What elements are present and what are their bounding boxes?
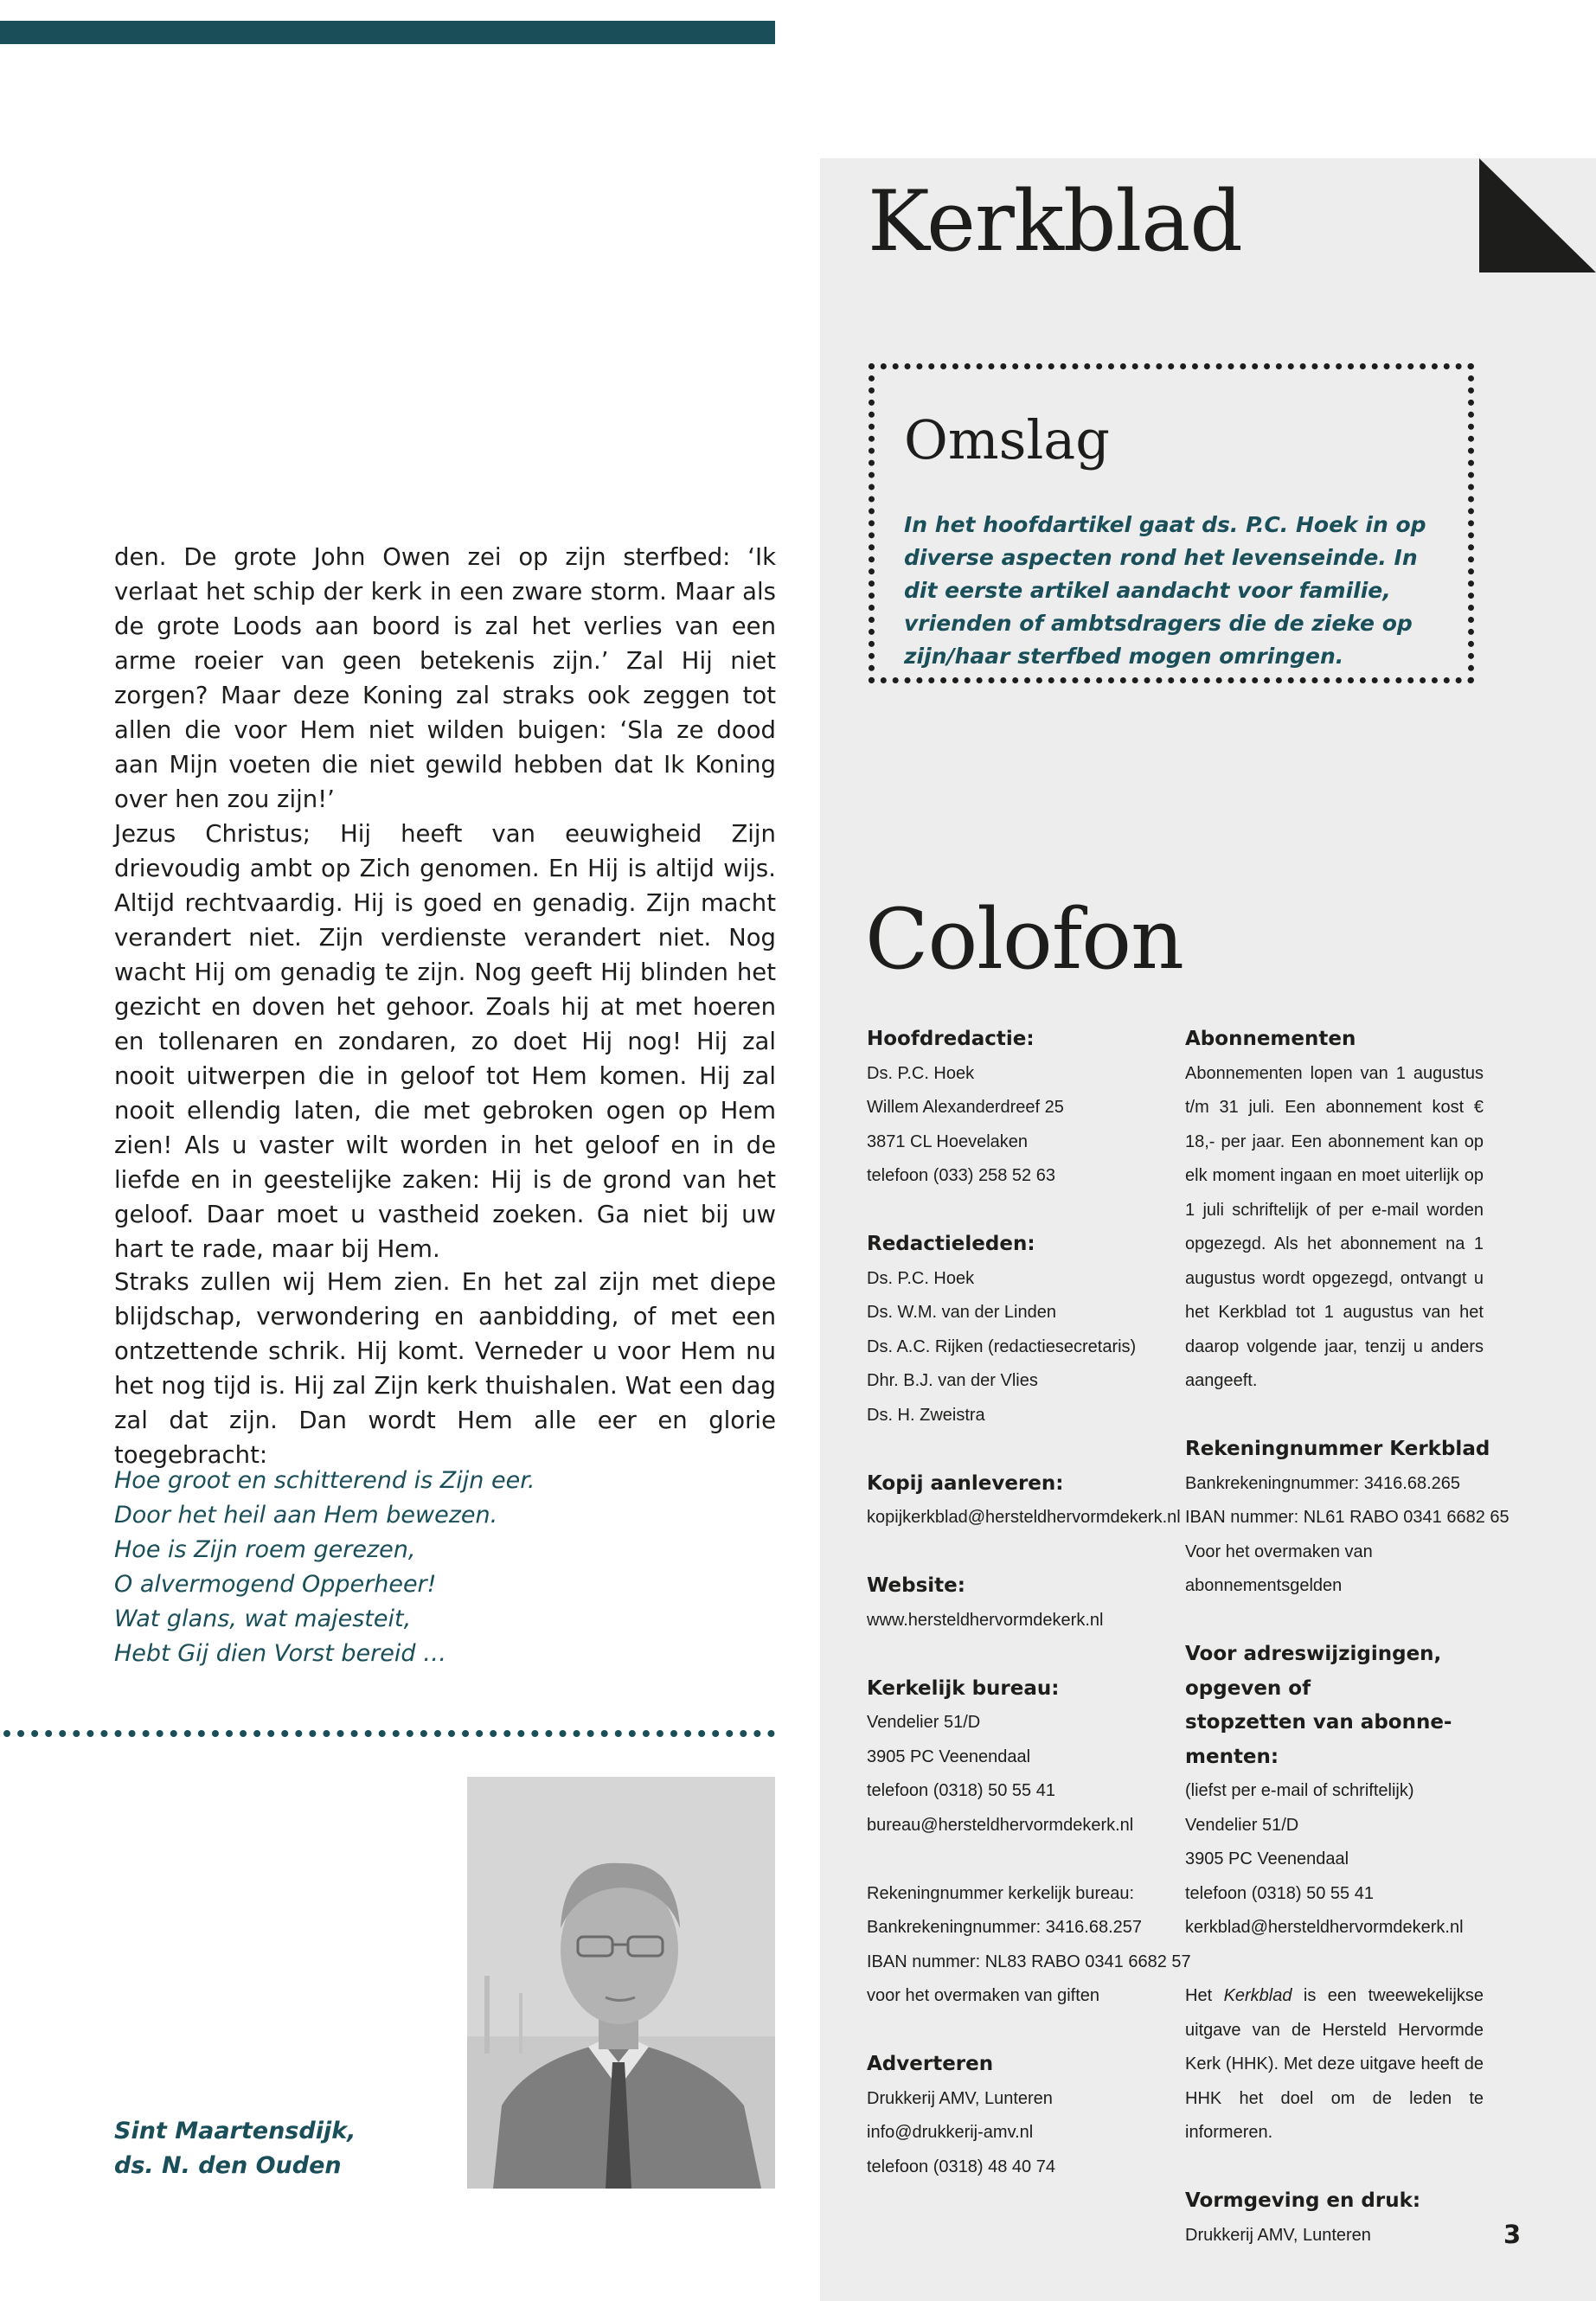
section-heading: Vormgeving en druk: <box>1185 2189 1421 2212</box>
section-heading: Hoofdredactie: <box>867 1028 1035 1050</box>
photo-caption <box>114 2114 356 2183</box>
section-heading: menten: <box>1185 1745 1279 1768</box>
section-heading: stopzetten van abonne- <box>1185 1711 1452 1734</box>
info-line: Dhr. B.J. van der Vlies <box>867 1371 1038 1390</box>
poem <box>114 1464 535 1671</box>
info-line: Bankrekeningnummer: 3416.68.265 <box>1185 1473 1460 1493</box>
dotted-divider <box>3 1730 775 1737</box>
article-paragraph-3: Straks zullen wij Hem zien. En het zal zijn met diepe blijdschap, verwondering en aanbidding, of met een ontzettende schrik. Hij komt. Verneder u voor Hem nu het nog tijd is. Hij zal Zijn kerk thuishalen. Wat een dag zal dat zijn. Dan wordt Hem alle eer en glorie toegebracht: <box>114 1268 776 1469</box>
caption-line: Sint Maartensdijk, <box>114 2118 356 2144</box>
info-line: (liefst per e-mail of schriftelijk) <box>1185 1781 1414 1800</box>
poem-line: O alvermogend Opperheer! <box>114 1571 437 1598</box>
poem-line: Wat glans, wat majesteit, <box>114 1606 412 1632</box>
section-heading: Website: <box>867 1574 965 1597</box>
section-redactieleden <box>867 1227 1178 1433</box>
info-line: 3905 PC Veenendaal <box>867 1747 1031 1766</box>
info-line: 3905 PC Veenendaal <box>1185 1849 1349 1868</box>
section-bureau-rekening <box>867 1877 1191 2014</box>
section-heading: Voor adreswijzigingen, <box>1185 1643 1442 1665</box>
author-photo <box>467 1777 775 2189</box>
section-adverteren <box>867 2048 1178 2184</box>
kopij-email[interactable]: kopijkerkblad@hersteldhervormdekerk.nl <box>867 1508 1181 1527</box>
info-line: Drukkerij AMV, Lunteren <box>1185 2225 1371 2245</box>
section-heading: Adverteren <box>867 2053 994 2075</box>
info-line: Ds. W.M. van der Linden <box>867 1303 1056 1322</box>
section-heading: Kopij aanleveren: <box>867 1471 1064 1495</box>
caption-line: ds. N. den Ouden <box>114 2152 342 2179</box>
section-hoofdredactie <box>867 1022 1178 1194</box>
info-line: Bankrekeningnummer: 3416.68.257 <box>867 1918 1142 1937</box>
section-vormgeving <box>1185 2184 1484 2253</box>
info-line: Willem Alexanderdreef 25 <box>867 1098 1064 1117</box>
info-line: Ds. H. Zweistra <box>867 1405 985 1425</box>
bureau-email[interactable]: bureau@hersteldhervormdekerk.nl <box>867 1815 1134 1835</box>
info-line: Ds. P.C. Hoek <box>867 1063 975 1083</box>
info-line: telefoon (033) 258 52 63 <box>867 1166 1055 1185</box>
abonnementen-text: Abonnementen lopen van 1 augustus t/m 31 juli. Een abonnement kost € 18,- per jaar. Een abonnement kan op elk moment ingaan en moet uiterlijk op 1 juli schriftelijk of per e-mail worden opgezegd. Als het abonnement na 1 augustus wordt opgezegd, ontvangt u het Kerkblad tot 1 augustus van het daarop volgende jaar, tenzij u anders aangeeft. <box>1185 1063 1484 1390</box>
poem-line: Hoe is Zijn roem gerezen, <box>114 1536 416 1563</box>
omslag-title: Omslag <box>904 408 1110 471</box>
poem-line: Hebt Gij dien Vorst bereid … <box>114 1640 447 1667</box>
info-line: 3871 CL Hoevelaken <box>867 1131 1029 1151</box>
uitgave-title: Kerkblad <box>1223 1986 1292 2005</box>
poem-line: Hoe groot en schitterend is Zijn eer. <box>114 1467 535 1494</box>
section-heading: opgeven of <box>1185 1676 1311 1700</box>
section-rekening-kerkblad <box>1185 1433 1509 1604</box>
colofon-right-column <box>1185 1022 1509 2287</box>
corner-triangle <box>1479 158 1596 272</box>
section-kopij <box>867 1467 1181 1535</box>
info-line: telefoon (0318) 50 55 41 <box>867 1781 1055 1800</box>
section-uitgave <box>1185 1979 1484 2150</box>
info-line: abonnementsgelden <box>1185 1576 1343 1595</box>
info-line: telefoon (0318) 50 55 41 <box>1185 1883 1374 1903</box>
info-line: Ds. P.C. Hoek <box>867 1268 975 1288</box>
website-link[interactable]: www.hersteldhervormdekerk.nl <box>867 1610 1104 1630</box>
top-accent-bar <box>0 21 775 44</box>
colofon-title: Colofon <box>865 891 1183 988</box>
info-line: Rekeningnummer kerkelijk bureau: <box>867 1883 1135 1903</box>
poem-line: Door het heil aan Hem bewezen. <box>114 1502 498 1529</box>
adverteren-email[interactable]: info@drukkerij-amv.nl <box>867 2123 1034 2142</box>
page-number: 3 <box>1503 2220 1522 2249</box>
section-heading: Rekeningnummer Kerkblad <box>1185 1438 1490 1460</box>
kerkblad-email[interactable]: kerkblad@hersteldhervormdekerk.nl <box>1185 1918 1464 1937</box>
info-line: Drukkerij AMV, Lunteren <box>867 2088 1053 2108</box>
info-line: Vendelier 51/D <box>1185 1815 1299 1835</box>
section-heading: Kerkelijk bureau: <box>867 1676 1060 1700</box>
section-kerkelijk-bureau <box>867 1672 1178 1843</box>
section-adreswijzigingen <box>1185 1638 1484 1945</box>
section-abonnementen <box>1185 1022 1484 1399</box>
uitgave-rest: is een tweewekelijkse uitgave van de Hersteld Hervormde Kerk (HHK). Met deze uitgave heeft de HHK het doel om de leden te informeren. <box>1185 1986 1484 2142</box>
info-line: telefoon (0318) 48 40 74 <box>867 2157 1055 2176</box>
info-line: IBAN nummer: NL83 RABO 0341 6682 57 <box>867 1952 1191 1971</box>
article-paragraph-1: den. De grote John Owen zei op zijn sterfbed: ‘Ik verlaat het schip der kerk in een zware storm. Maar als de grote Loods aan boord is zal het verlies van een arme roeier van geen betekenis zijn.’ Zal Hij niet zorgen? Maar deze Koning zal straks ook zeggen tot allen die voor Hem niet wilden buigen: ‘Sla ze dood aan Mijn voeten die niet gewild hebben dat Ik Koning over hen zou zijn!’ <box>114 543 776 813</box>
section-heading: Redactieleden: <box>867 1233 1035 1255</box>
portrait-illustration <box>467 1777 775 2189</box>
colofon-left-column <box>867 1022 1191 2219</box>
info-line: Voor het overmaken van <box>1185 1541 1373 1561</box>
info-line: IBAN nummer: NL61 RABO 0341 6682 65 <box>1185 1508 1509 1527</box>
section-website <box>867 1569 1178 1638</box>
info-line: voor het overmaken van giften <box>867 1986 1100 2005</box>
brand-title: Kerkblad <box>868 173 1242 270</box>
article-paragraph-2: Jezus Christus; Hij heeft van eeuwigheid Zijn drievoudig ambt op Zich genomen. En Hij is altijd wijs. Altijd rechtvaardig. Hij is goed en genadig. Zijn macht verandert niet. Zijn verdienste verandert niet. Nog wacht Hij om genadig te zijn. Nog geeft Hij blinden het gezicht en doven het gehoor. Zoals hij at met hoeren en tollenaren en zondaren, zo doet Hij nog! Hij zal nooit uitwerpen die in geloof tot Hem komen. Hij zal nooit ellendig laten, die met gebroken ogen op Hem zien! Als u vaster wilt worden in het geloof en in de liefde en in geestelijke zaken: Hij is de grond van het geloof. Daar moet u vastheid zoeken. Ga niet bij uw hart te rade, maar bij Hem. <box>114 820 776 1263</box>
info-line: Ds. A.C. Rijken (redactiesecretaris) <box>867 1336 1137 1356</box>
uitgave-prefix: Het <box>1185 1986 1224 2005</box>
omslag-text: In het hoofdartikel gaat ds. P.C. Hoek in op diverse aspecten rond het levenseinde. In dit eerste artikel aandacht voor familie, vrienden of ambtsdragers die de zieke op zijn/haar sterfbed mogen omringen. <box>904 512 1426 669</box>
info-line: Vendelier 51/D <box>867 1713 981 1732</box>
section-heading: Abonnementen <box>1185 1028 1356 1050</box>
